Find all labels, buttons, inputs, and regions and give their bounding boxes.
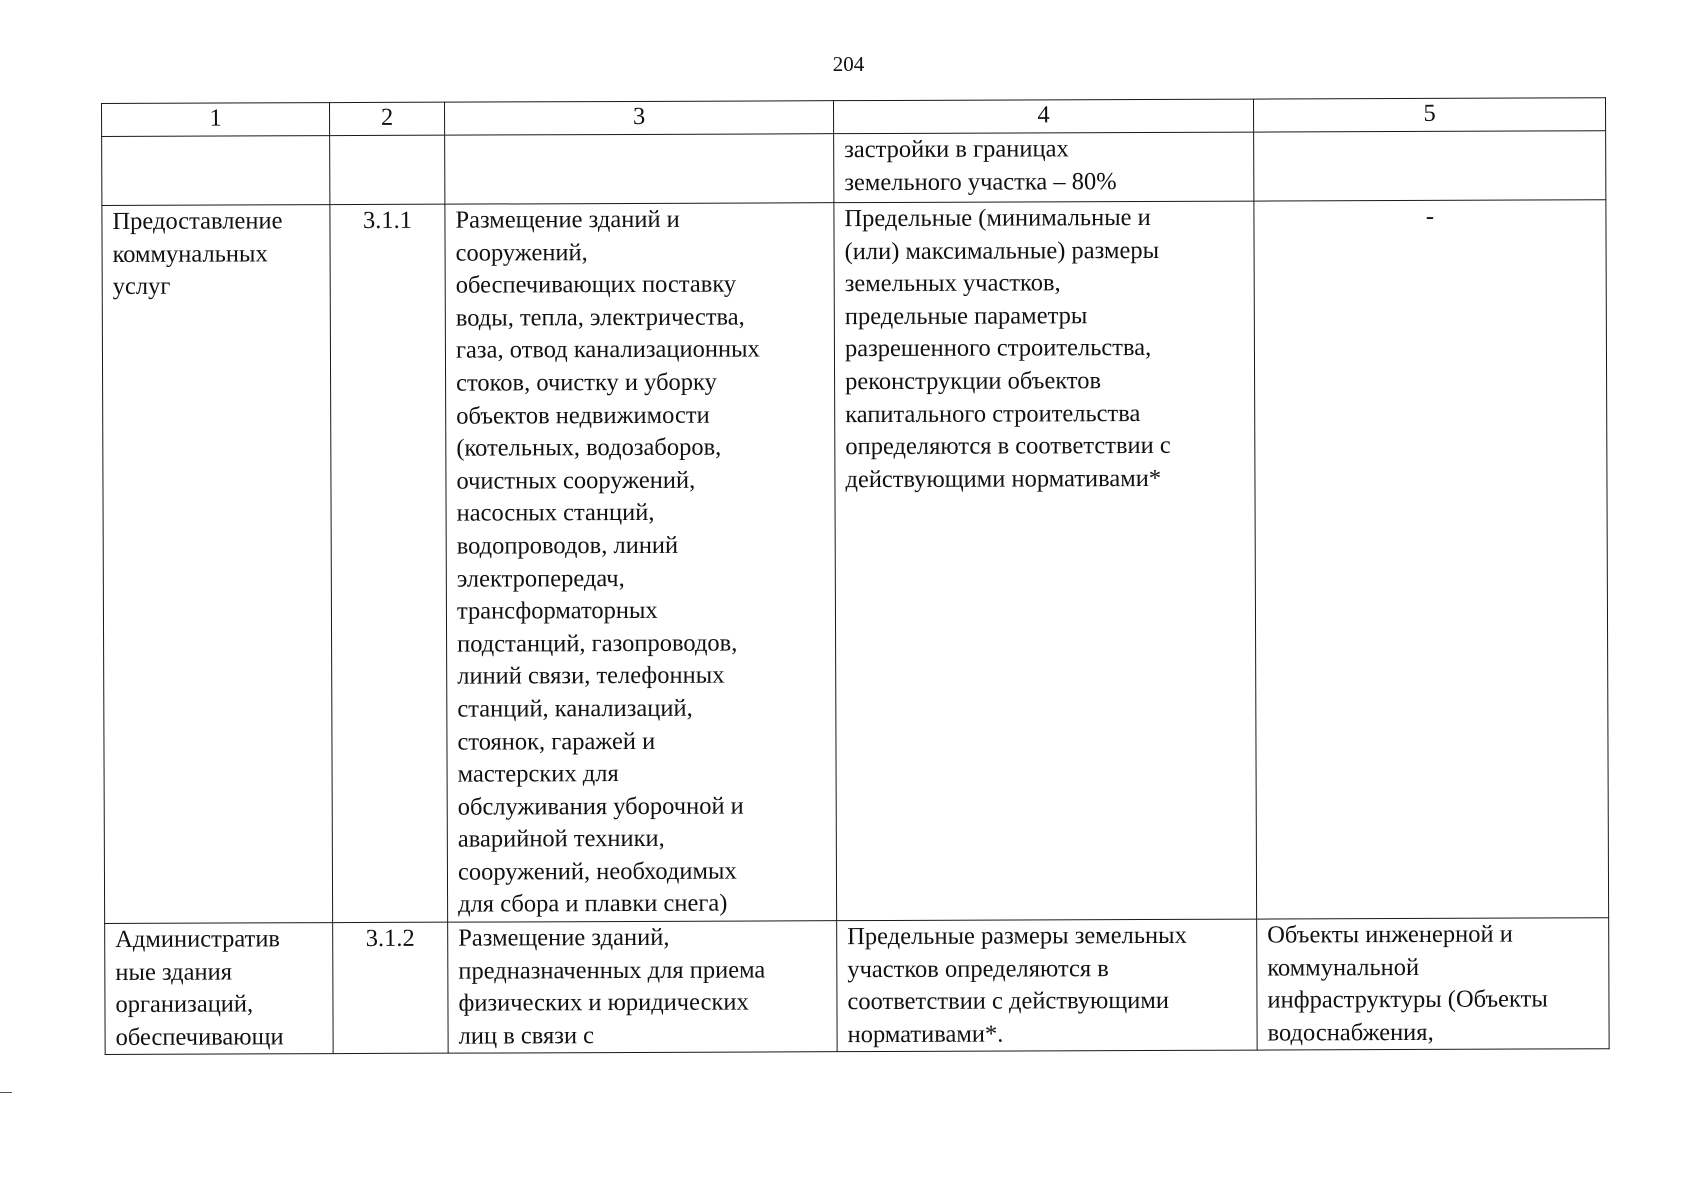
cell-use-code: 3.1.2 [333,922,449,1054]
cell-parameters: Предельные размеры земельных участков определяются в соответствии с действующими нормативами*. [837,919,1258,1052]
page-number: 204 [832,52,865,76]
cell-use-description [445,134,834,204]
cell-use-name: Предоставление коммунальных услуг [102,205,333,924]
table-row [102,200,1609,924]
cell-use-code [330,135,445,204]
cell-auxiliary-uses: - [1254,200,1609,919]
cell-use-description: Размещение зданий, предназначенных для приема физических и юридических лиц в связи с [448,921,838,1054]
cell-use-name [102,136,330,206]
cell-use-description: Размещение зданий и сооружений, обеспечивающих поставку воды, тепла, электричества, газа, отвод канализационных стоков, очистку и уборку объектов недвижимости (котельных, водозаборов, очистных сооружений, насосных станций, водопроводов, линий электропередач, трансформаторных подстанций, газопроводов, линий связи, телефонных станций, канализаций, стоянок, гаражей и мастерских для обслуживания уборочной и аварийной техники, сооружений, необходимых для сбора и плавки снега) [445,203,837,923]
table-row [102,131,1606,206]
cell-parameters: Предельные (минимальные и (или) максимальные) размеры земельных участков, предельные параметры разрешенного строительства, реконструкции объектов капитального строительства определяются в соответствии с действующими нормативами* [834,201,1257,921]
column-header-5: 5 [1253,98,1605,132]
regulations-table [101,97,1610,1055]
cell-auxiliary-uses: Объекты инженерной и коммунальной инфраструктуры (Объекты водоснабжения, [1257,918,1610,1051]
table-row [105,918,1609,1055]
cell-parameters: застройки в границах земельного участка – 80% [834,132,1254,203]
column-header-4: 4 [833,99,1253,134]
column-header-1: 1 [102,103,330,137]
cell-auxiliary-uses [1254,131,1606,201]
scan-edge-mark [0,1092,12,1093]
column-header-3: 3 [444,101,833,135]
cell-use-name: Административ ные здания организаций, обеспечивающи [105,923,334,1055]
cell-use-code: 3.1.1 [330,204,448,922]
column-header-2: 2 [330,102,445,135]
